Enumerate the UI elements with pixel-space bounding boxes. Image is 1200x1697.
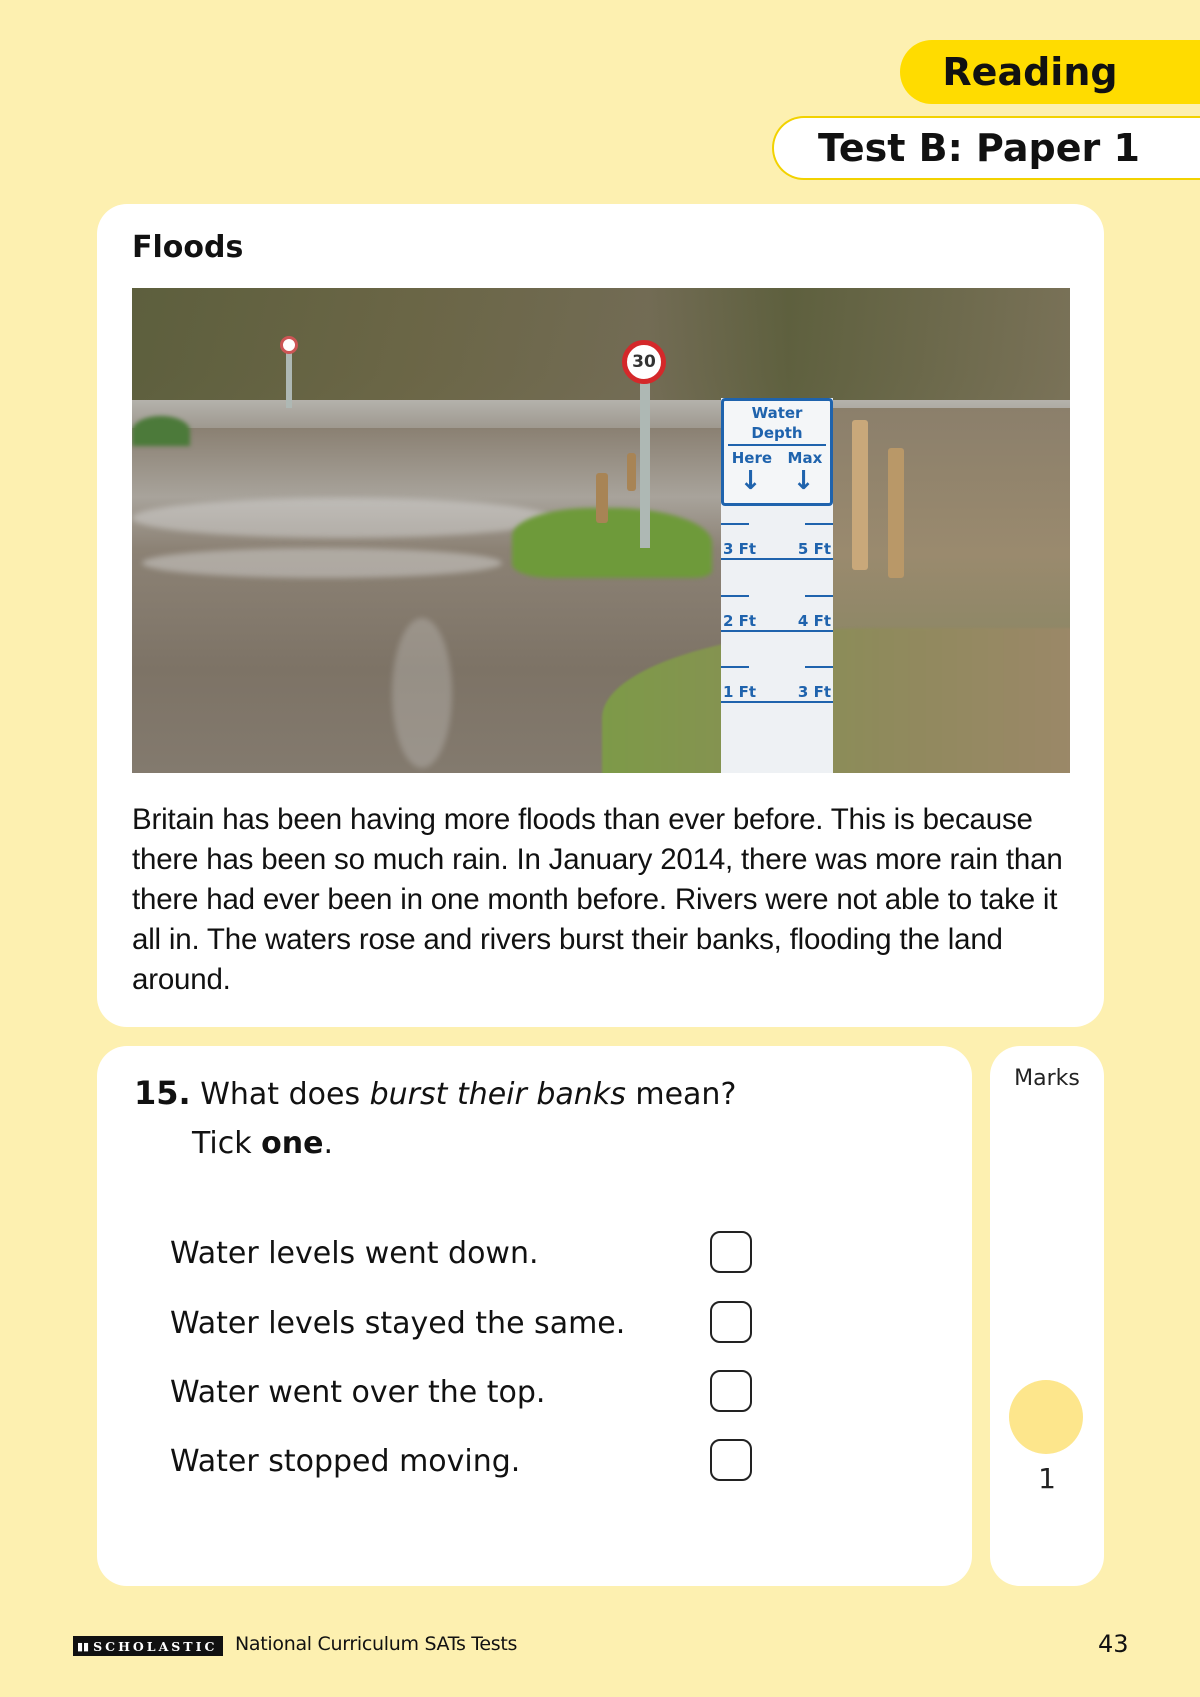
subject-label: Reading: [942, 50, 1118, 94]
depth-left-value: 2 Ft: [723, 612, 757, 630]
photo-bush: [132, 416, 190, 446]
depth-sign-max-label: Max: [787, 449, 823, 467]
scale-tick: [805, 595, 833, 597]
bollard: [596, 473, 608, 523]
instruction-suffix: .: [323, 1126, 334, 1161]
question-card: [97, 1046, 972, 1586]
question-prefix: What does: [200, 1077, 370, 1112]
question-text: [134, 1074, 736, 1112]
sign-pole: [286, 348, 292, 408]
small-road-sign: [280, 336, 298, 354]
photo-reflection: [392, 618, 452, 768]
tick-box[interactable]: [710, 1370, 752, 1412]
speed-sign-pole: [640, 378, 650, 548]
speed-limit-value: 30: [632, 352, 656, 372]
wooden-post: [852, 420, 868, 570]
scale-tick: [805, 523, 833, 525]
depth-left-value: 3 Ft: [723, 540, 757, 558]
scale-tick: [721, 595, 749, 597]
tick-box[interactable]: [710, 1301, 752, 1343]
series-title: National Curriculum SATs Tests: [235, 1633, 518, 1655]
tick-box[interactable]: [710, 1439, 752, 1481]
water-depth-sign: [721, 398, 833, 773]
depth-sign-here-label: Here: [731, 449, 773, 467]
option-label: Water levels went down.: [170, 1235, 539, 1271]
subject-tab: [900, 40, 1200, 104]
depth-left-value: 1 Ft: [723, 683, 757, 701]
passage-title: Floods: [132, 230, 244, 265]
depth-sign-divider: [728, 444, 826, 446]
instruction-bold: one: [261, 1126, 324, 1161]
depth-sign-header: [721, 398, 833, 506]
option-label: Water went over the top.: [170, 1374, 546, 1410]
passage-card: [97, 204, 1104, 1027]
arrow-down-icon: ↓: [792, 466, 815, 496]
paper-label: Test B: Paper 1: [818, 126, 1140, 170]
question-instruction: [192, 1126, 333, 1161]
depth-right-value: 5 Ft: [797, 540, 831, 558]
marks-card: [990, 1046, 1104, 1586]
publisher-logo: [73, 1636, 223, 1656]
option-label: Water levels stayed the same.: [170, 1305, 626, 1341]
photo-ripple: [132, 498, 552, 538]
tick-box[interactable]: [710, 1231, 752, 1273]
scale-tick: [805, 666, 833, 668]
photo-trees: [132, 288, 1070, 408]
speed-limit-sign: [622, 340, 666, 384]
question-suffix: mean?: [625, 1077, 737, 1112]
answer-option: [170, 1370, 690, 1414]
flood-photo: [132, 288, 1070, 773]
photo-grass: [512, 508, 712, 578]
passage-text: Britain has been having more floods than ever before. This is because there has been so much rain. In January 2014, there was more rain than there had ever been in one month before. Rivers were not able to take it all in. The waters rose and rivers burst their banks, flooding the land around.: [132, 803, 1063, 996]
publisher-name: SCHOLASTIC: [93, 1638, 218, 1654]
answer-option: [170, 1439, 690, 1483]
book-icon: ▮▮: [77, 1639, 90, 1653]
question-number: 15.: [134, 1074, 191, 1112]
depth-right-value: 4 Ft: [797, 612, 831, 630]
instruction-prefix: Tick: [192, 1126, 262, 1161]
marks-value: 1: [1038, 1462, 1056, 1495]
scale-tick: [721, 666, 749, 668]
marks-label: Marks: [1014, 1066, 1080, 1091]
depth-sign-title-1: Water: [751, 404, 803, 422]
page-number: 43: [1098, 1630, 1129, 1658]
marks-circle: [1009, 1380, 1083, 1454]
paper-tab: [772, 116, 1200, 180]
answer-option: [170, 1301, 690, 1345]
bollard: [627, 453, 636, 491]
option-label: Water stopped moving.: [170, 1443, 521, 1479]
photo-ripple: [142, 548, 502, 578]
wooden-post: [888, 448, 904, 578]
depth-sign-title-2: Depth: [751, 424, 803, 442]
question-phrase: burst their banks: [369, 1077, 626, 1112]
depth-scale-row: [721, 538, 833, 560]
depth-right-value: 3 Ft: [797, 683, 831, 701]
depth-scale-row: [721, 610, 833, 632]
arrow-down-icon: ↓: [739, 466, 762, 496]
answer-option: [170, 1231, 690, 1275]
scale-tick: [721, 523, 749, 525]
depth-scale-row: [721, 681, 833, 703]
